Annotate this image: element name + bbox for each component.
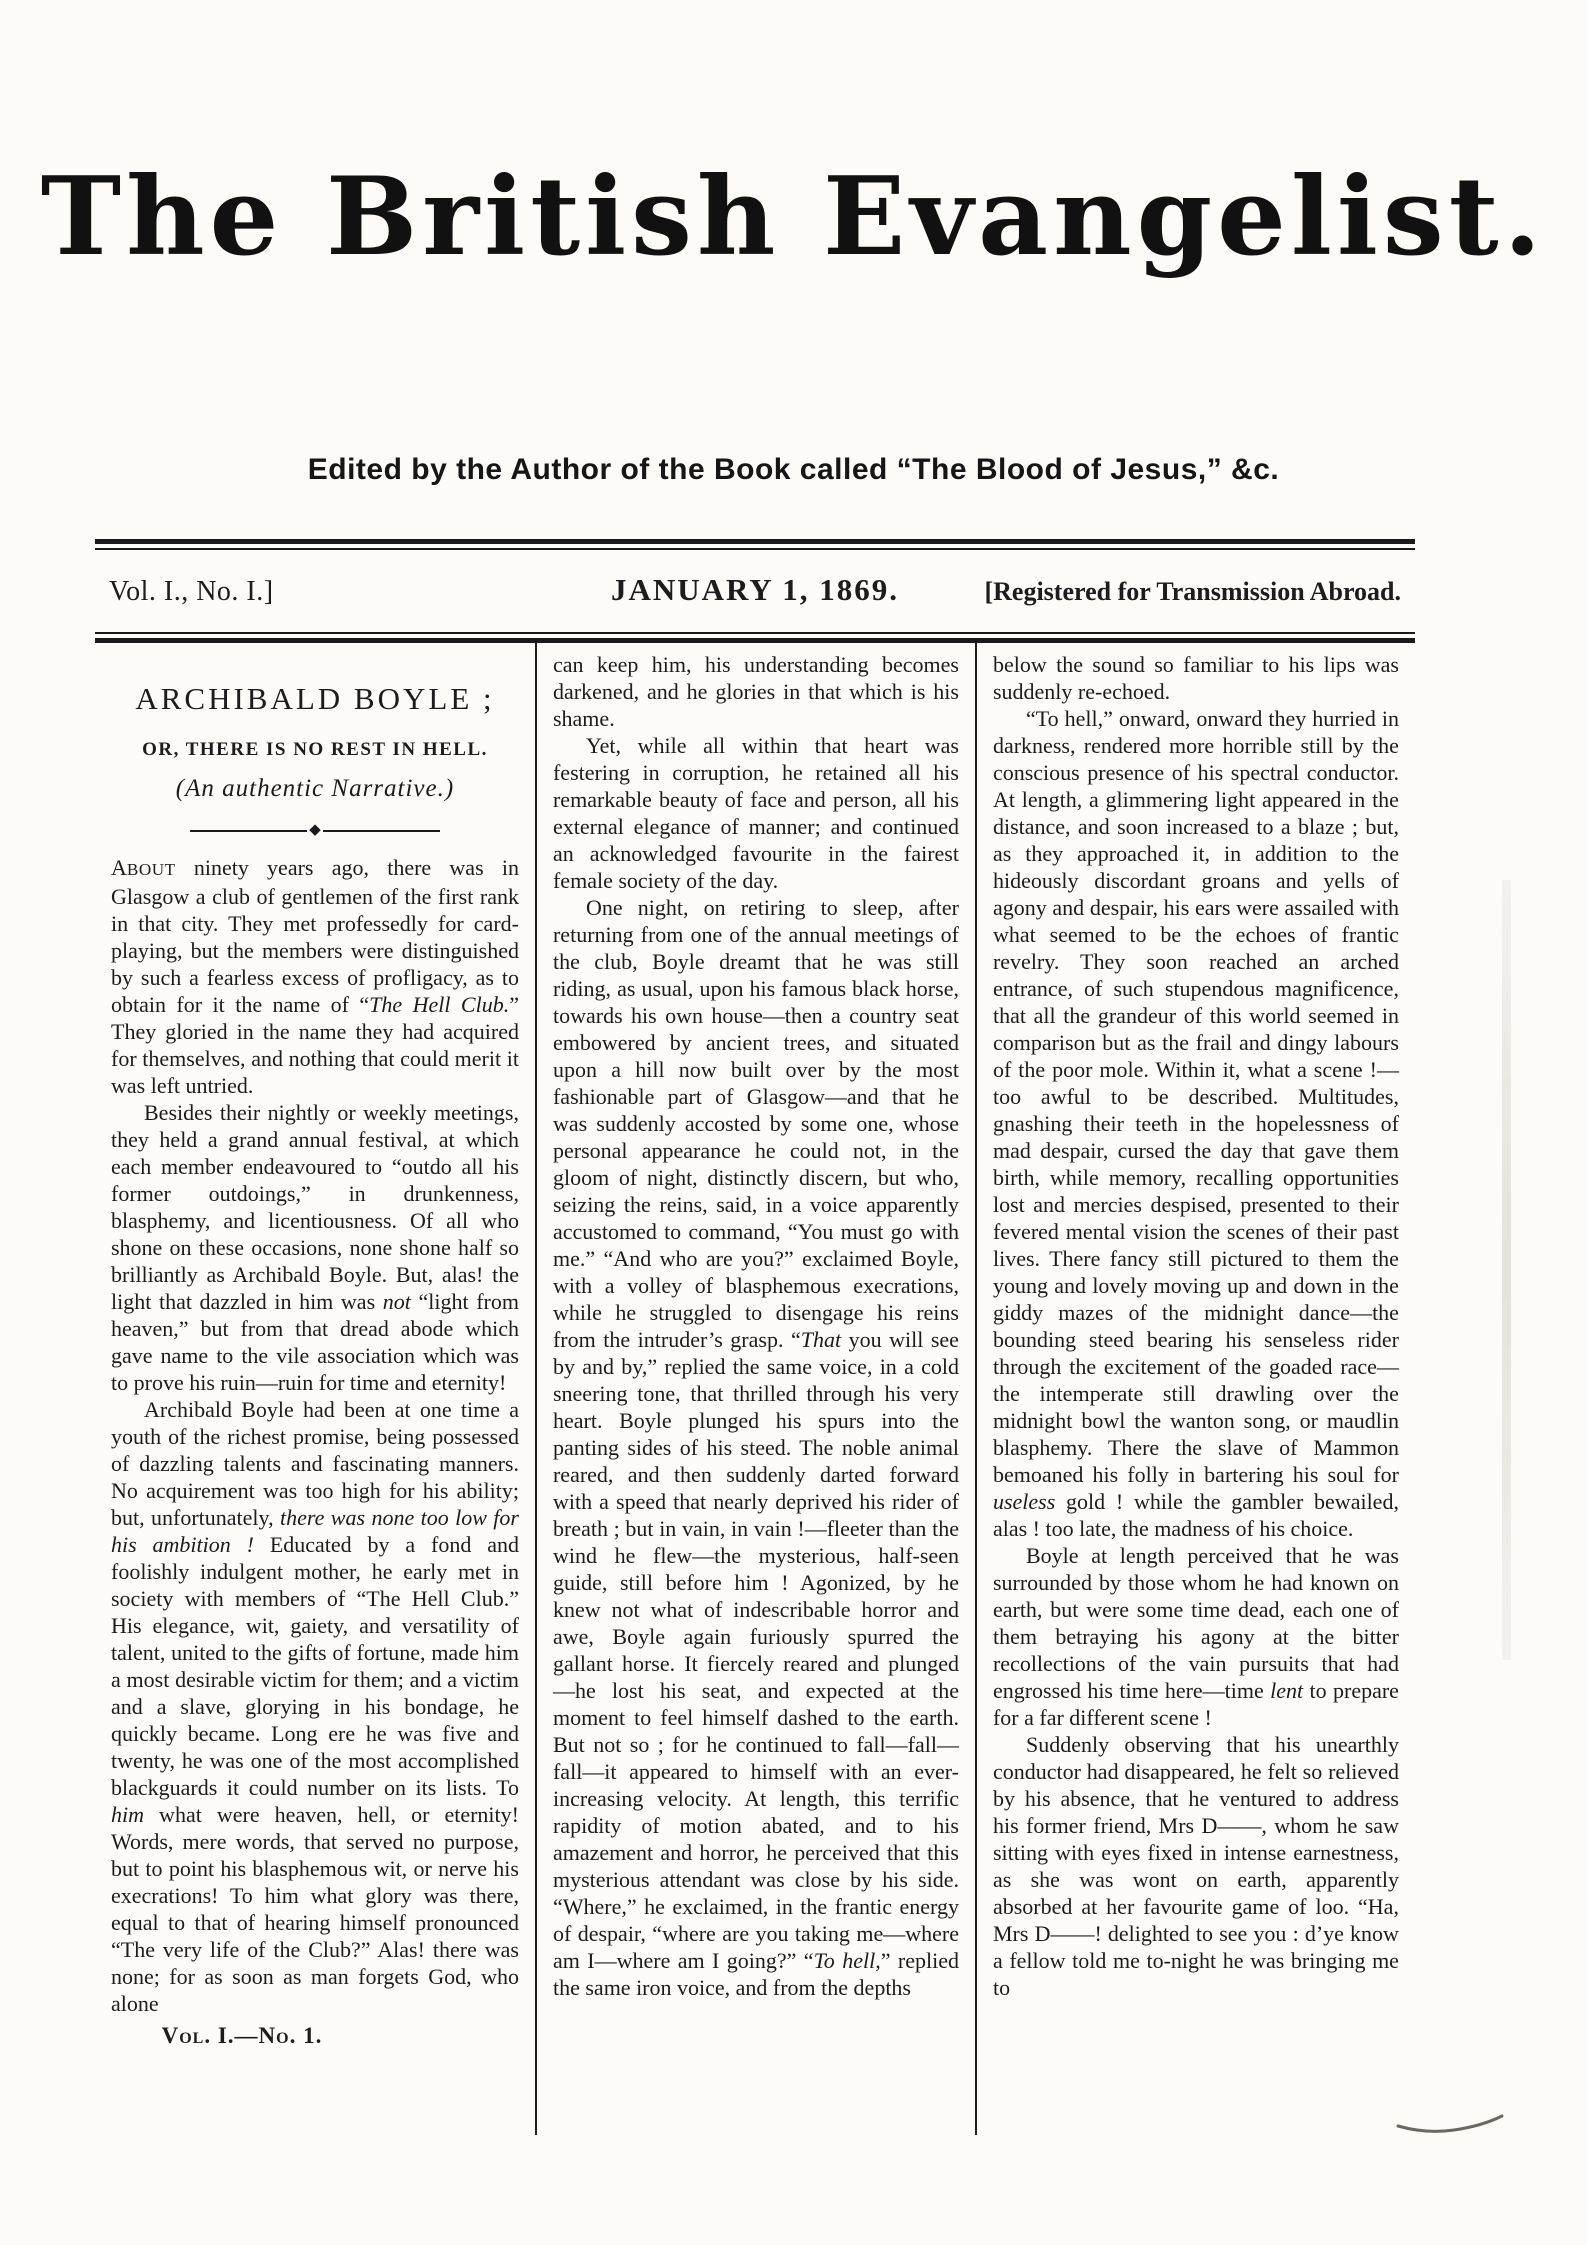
- masthead-subtitle: Edited by the Author of the Book called “The Blood of Jesus,” &c.: [307, 453, 1280, 486]
- masthead-title: The British Evangelist.: [40, 154, 1547, 280]
- dateline-section: [95, 539, 1415, 643]
- registration-notice: [Registered for Transmission Abroad.: [984, 577, 1401, 606]
- article-narrative-note: (An authentic Narrative.): [175, 775, 455, 802]
- paragraph: “To hell,” onward, onward they hurried in darkness, rendered more horrible still by the conscious presence of his spectral conductor. At length, a glimmering light appeared in the distance, and soon increased to a blaze ; but, as they approached it, in addition to the hideously discordant groans and yells of agony and despair, his ears were assailed with what seemed to be the echoes of frantic revelry. They soon reached an arched entrance, of such stupendous magnificence, that all the grandeur of this world seemed in comparison but as the frail and dingy labours of the poor mole. Within it, what a scene !—too awful to be described. Multitudes, gnashing their teeth in the hopelessness of mad despair, cursed the day that gave them birth, while memory, recalling opportunities lost and mercies despised, presented to their fevered mental vision the scenes of their past lives. There fancy still pictured to them the young and lovely moving up and down in the giddy mazes of the midnight dance—the bounding steed bearing his senseless rider through the excitement of the goaded race—the intemperate still drawling over the midnight bowl the wanton song, or maudlin blasphemy. There the slave of Mammon bemoaned his folly in bartering his soul for useless gold ! while the gambler bewailed, alas ! too late, the madness of his choice.: [992, 706, 1399, 1541]
- paragraph: ABOUT ninety years ago, there was in Glasgow a club of gentlemen of the first rank in that city. They met professedly for card-playing, but the members were distinguished by such a fearless excess of profligacy, as to obtain for it the name of “The Hell Club.” They gloried in the name they had acquired for themselves, and nothing that could merit it was left untried.: [111, 855, 519, 1098]
- volume-footer: Vol. I.—No. 1.: [161, 2023, 323, 2048]
- column-3: [975, 643, 1415, 2135]
- paragraph: Yet, while all within that heart was festering in corruption, he retained all his remarkable beauty of face and person, all his external elegance of manner; and continued an acknowledged favourite in the fairest female society of the day.: [552, 733, 959, 893]
- double-rule-top: [95, 539, 1415, 550]
- column-1: [95, 643, 535, 2135]
- paragraph: One night, on retiring to sleep, after returning from one of the annual meetings of the club, Boyle dreamt that he was still riding, as usual, upon his famous black horse, towards his own house—then a country seat embowered by ancient trees, and situated upon a hill now built over by the most fashionable part of Glasgow—and that he was suddenly accosted by some one, whose personal appearance he could not, in the gloom of night, distinctly discern, but who, seizing the reins, said, in a voice apparently accustomed to command, “You must go with me.” “And who are you?” exclaimed Boyle, with a volley of blasphemous execrations, while he struggled to disengage his reins from the intruder’s grasp. “That you will see by and by,” replied the same voice, in a cold sneering tone, that thrilled through his very heart. Boyle plunged his spurs into the panting sides of his steed. The noble animal reared, and then suddenly darted forward with a speed that nearly deprived his rider of breath ; but in vain, in vain !—fleeter than the wind he flew—the mysterious, half-seen guide, still before him ! Agonized, by he knew not what of indescribable horror and awe, Boyle again furiously spurred the gallant horse. It fiercely reared and plunged—he lost his seat, and expected at the moment to feel himself dashed to the earth. But not so ; for he continued to fall—fall—fall—it appeared to himself with an ever-increasing velocity. At length, this terrific rapidity of motion abated, and to his amazement and horror, he perceived that this mysterious attendant was close by his side. “Where,” he exclaimed, in the frantic energy of despair, “where are you taking me—where am I—where am I going?” “To hell,” replied the same iron voice, and from the depths: [552, 895, 959, 2000]
- dateline: [95, 550, 1415, 632]
- scan-edge-shadow: [1502, 880, 1511, 1660]
- divider-line: [190, 830, 307, 832]
- paragraph: below the sound so familiar to his lips was suddenly re-echoed.: [992, 652, 1399, 704]
- masthead: [0, 150, 1587, 487]
- page-fold-mark: [1396, 2112, 1506, 2142]
- ornament-divider: [190, 823, 440, 838]
- column-2: [535, 643, 975, 2135]
- article-columns: [95, 643, 1415, 2135]
- issue-date: JANUARY 1, 1869.: [610, 572, 900, 607]
- paragraph: Archibald Boyle had been at one time a youth of the richest promise, being possessed of dazzling talents and fascinating manners. No acquirement was too high for his ability; but, unfortunately, there was none too low for his ambition ! Educated by a fond and foolishly indulgent mother, he early met in society with members of “The Hell Club.” His elegance, wit, gaiety, and versatility of talent, united to the gifts of fortune, made him a most desirable victim for them; and a victim and a slave, glorying in his bondage, he quickly became. Long ere he was five and twenty, he was one of the most accomplished blackguards it could number on its lists. To him what were heaven, hell, or eternity! Words, mere words, that served no purpose, but to point his blasphemous wit, or nerve his execrations! To him what glory was there, equal to that of hearing himself pronounced “The very life of the Club?” Alas! there was none; for as soon as man forgets God, who alone: [111, 1397, 519, 2016]
- paragraph: Suddenly observing that his unearthly conductor had disappeared, he felt so relieved by his absence, that he ventured to address his former friend, Mrs D——, whom he saw sitting with eyes fixed in intense earnestness, as she was wont on earth, apparently absorbed at her favourite game of loo. “Ha, Mrs D——! delighted to see you : d’ye know a fellow told me to-night he was bringing me to: [992, 1732, 1399, 2000]
- divider-line: [323, 830, 440, 832]
- article-subtitle: OR, THERE IS NO REST IN HELL.: [142, 739, 488, 760]
- diamond-icon: ◆: [309, 822, 321, 838]
- article-title: ARCHIBALD BOYLE ;: [135, 681, 495, 716]
- paragraph: Boyle at length perceived that he was surrounded by those whom he had known on earth, but were some time dead, each one of them betraying his agony at the bitter recollections of the vain pursuits that had engrossed his time here—time lent to prepare for a far different scene !: [992, 1543, 1399, 1730]
- paragraph: can keep him, his understanding becomes darkened, and he glories in that which is his shame.: [552, 652, 959, 731]
- paragraph: Besides their nightly or weekly meetings, they held a grand annual festival, at which each member endeavoured to “outdo all his former outdoings,” in drunkenness, blasphemy, and licentiousness. Of all who shone on these occasions, none shone half so brilliantly as Archibald Boyle. But, alas! the light that dazzled in him was not “light from heaven,” but from that dread abode which gave name to the vile association which was to prove his ruin—ruin for time and eternity!: [111, 1100, 519, 1395]
- double-rule-bottom: [95, 632, 1415, 643]
- volume-number: Vol. I., No. I.]: [109, 576, 274, 607]
